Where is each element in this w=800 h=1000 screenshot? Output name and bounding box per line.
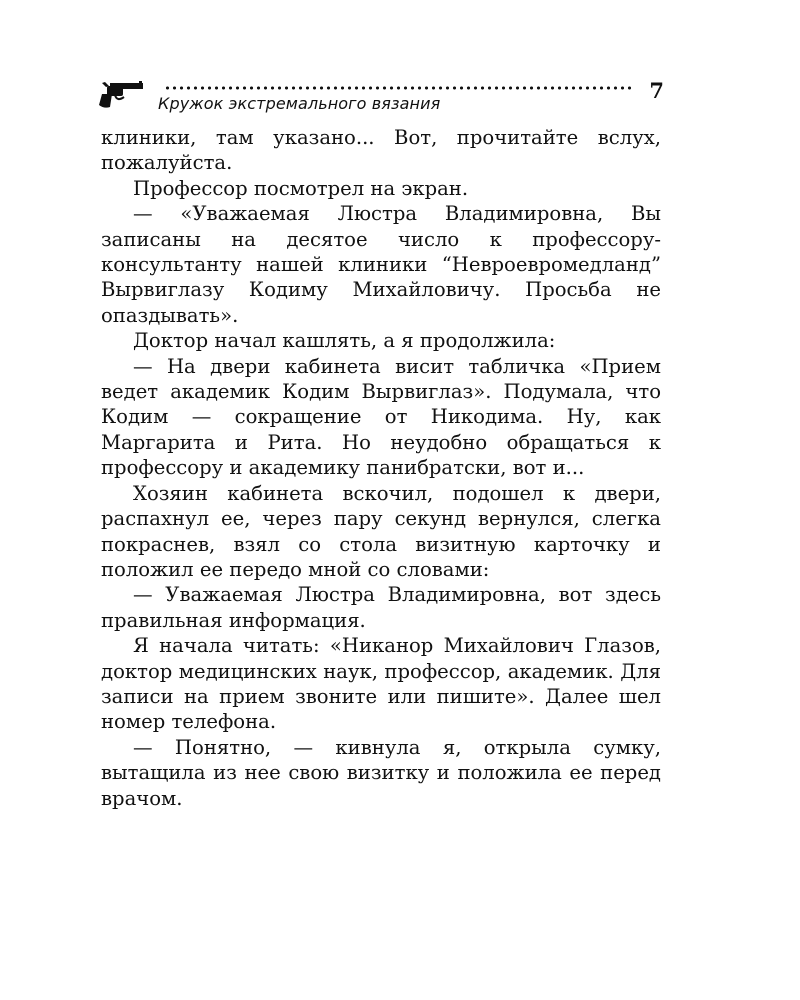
paragraph: — На двери кабинета висит табличка «Прием ведет академик Кодим Вырвиглаз». Подумала, что Кодим — сокращение от Никодима. Ну, как Маргарита и Рита. Но неудобно обращаться к профессору и академику панибратски, вот и...: [101, 354, 661, 480]
paragraph: Профессор посмотрел на экран.: [133, 176, 469, 200]
revolver-icon: [98, 80, 144, 110]
paragraph: — «Уважаемая Люстра Владимировна, Вы записаны на десятое число к профессору-консультанту нашей клиники “Невроевромедланд” Вырвиглазу Кодиму Михайловичу. Просьба не опаздывать».: [101, 202, 661, 327]
paragraph: Я начала читать: «Никанор Михайлович Глазов, доктор медицинских наук, профессор, академик. Для записи на прием звоните или пишите». Далее шел номер телефона.: [101, 634, 661, 734]
page-header: [98, 74, 664, 118]
paragraph: — Понятно, — кивнула я, открыла сумку, вытащила из нее свою визитку и положила ее перед врачом.: [101, 735, 661, 810]
paragraph: Хозяин кабинета вскочил, подошел к двери, распахнул ее, через пару секунд вернулся, слегка покраснев, взял со стола визитную карточку и положил ее передо мной со словами:: [101, 481, 661, 581]
paragraph: Доктор начал кашлять, а я продолжила:: [133, 329, 556, 353]
paragraph: клиники, там указано... Вот, прочитайте вслух, пожалуйста.: [101, 126, 661, 175]
body-text: [101, 125, 661, 811]
page-number: 7: [649, 78, 664, 103]
header-dotted-rule: [164, 86, 634, 90]
running-title: Кружок экстремального вязания: [158, 94, 441, 113]
paragraph: — Уважаемая Люстра Владимировна, вот здесь правильная информация.: [101, 583, 661, 632]
